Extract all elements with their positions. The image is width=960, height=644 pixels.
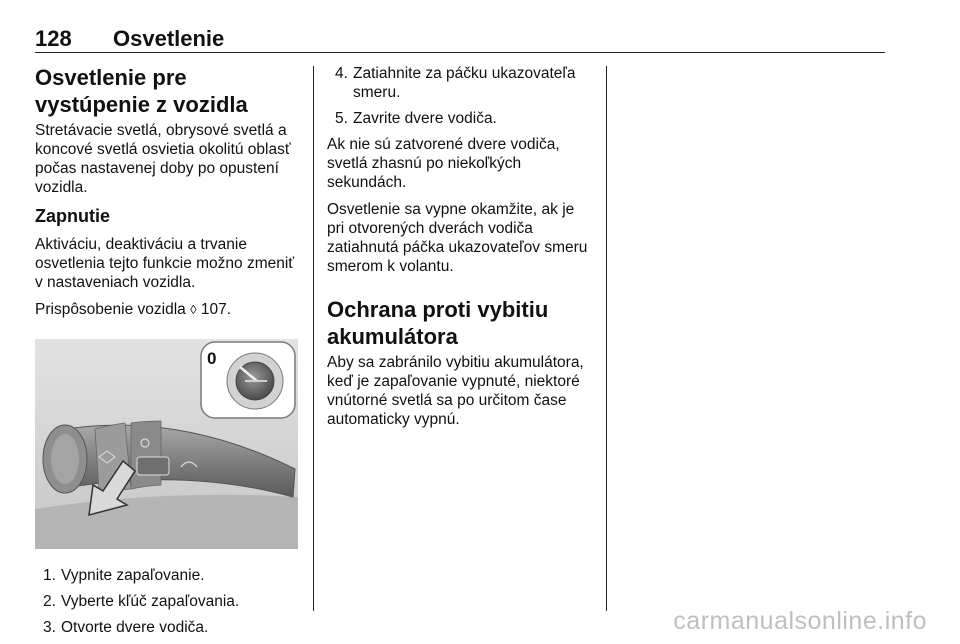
column-divider-1 bbox=[313, 66, 314, 611]
subheading-activation: Zapnutie bbox=[35, 206, 110, 226]
cross-reference bbox=[35, 300, 300, 319]
battery-paragraph: Aby sa zabránilo vybitiu akumulátora, keď je zapaľovanie vypnuté, niektoré vnútorné svetlá sa po určitom čase automaticky vypnú. bbox=[327, 354, 584, 428]
step-number: 2. bbox=[43, 593, 56, 610]
list-item bbox=[35, 618, 300, 637]
reference-page: 107. bbox=[200, 301, 232, 318]
turn-signal-lever-illustration bbox=[35, 339, 298, 549]
middle-column bbox=[327, 64, 593, 437]
column-divider-2 bbox=[606, 66, 607, 611]
step-text: Zatiahnite za páčku ukazovateľa smeru. bbox=[353, 65, 576, 101]
step-text: Vypnite zapaľovanie. bbox=[61, 567, 205, 584]
step-number: 5. bbox=[335, 110, 348, 127]
ignition-position-label: 0 bbox=[207, 349, 217, 368]
section-heading-exit-lighting: Osvetlenie pre vystúpenie z vozidla bbox=[35, 65, 248, 117]
step-number: 3. bbox=[43, 619, 56, 636]
reference-text: Prispôsobenie vozidla bbox=[35, 301, 186, 318]
steps-list-2 bbox=[327, 64, 593, 128]
step-text: Otvorte dvere vodiča. bbox=[61, 619, 209, 636]
steps-list-1 bbox=[35, 566, 300, 637]
watermark: carmanualsonline.info bbox=[673, 607, 927, 635]
list-item bbox=[327, 64, 593, 102]
step-number: 4. bbox=[335, 65, 348, 82]
running-title: Osvetlenie bbox=[113, 26, 225, 51]
settings-paragraph: Aktiváciu, deaktiváciu a trvanie osvetlenia tejto funkcie možno zmeniť v nastaveniach vozidla. bbox=[35, 236, 295, 291]
door-open-paragraph: Osvetlenie sa vypne okamžite, ak je pri otvorených dverách vodiča zatiahnutá páčka ukazovateľov smeru smerom k volantu. bbox=[327, 201, 588, 275]
left-column bbox=[35, 64, 300, 644]
list-item bbox=[35, 592, 300, 611]
intro-paragraph: Stretávacie svetlá, obrysové svetlá a koncové svetlá osvietia okolitú oblasť počas nastavenej doby po opustení vozidla. bbox=[35, 122, 291, 196]
step-number: 1. bbox=[43, 567, 56, 584]
page-header bbox=[35, 26, 885, 52]
list-item bbox=[327, 109, 593, 128]
header-rule bbox=[35, 52, 885, 53]
page-number: 128 bbox=[35, 26, 72, 51]
list-item bbox=[35, 566, 300, 585]
reference-arrow-icon: ◊ bbox=[190, 302, 197, 317]
section-heading-battery: Ochrana proti vybitiu akumulátora bbox=[327, 297, 549, 349]
door-closed-paragraph: Ak nie sú zatvorené dvere vodiča, svetlá zhasnú po niekoľkých sekundách. bbox=[327, 136, 560, 191]
step-text: Zavrite dvere vodiča. bbox=[353, 110, 497, 127]
step-text: Vyberte kľúč zapaľovania. bbox=[61, 593, 240, 610]
